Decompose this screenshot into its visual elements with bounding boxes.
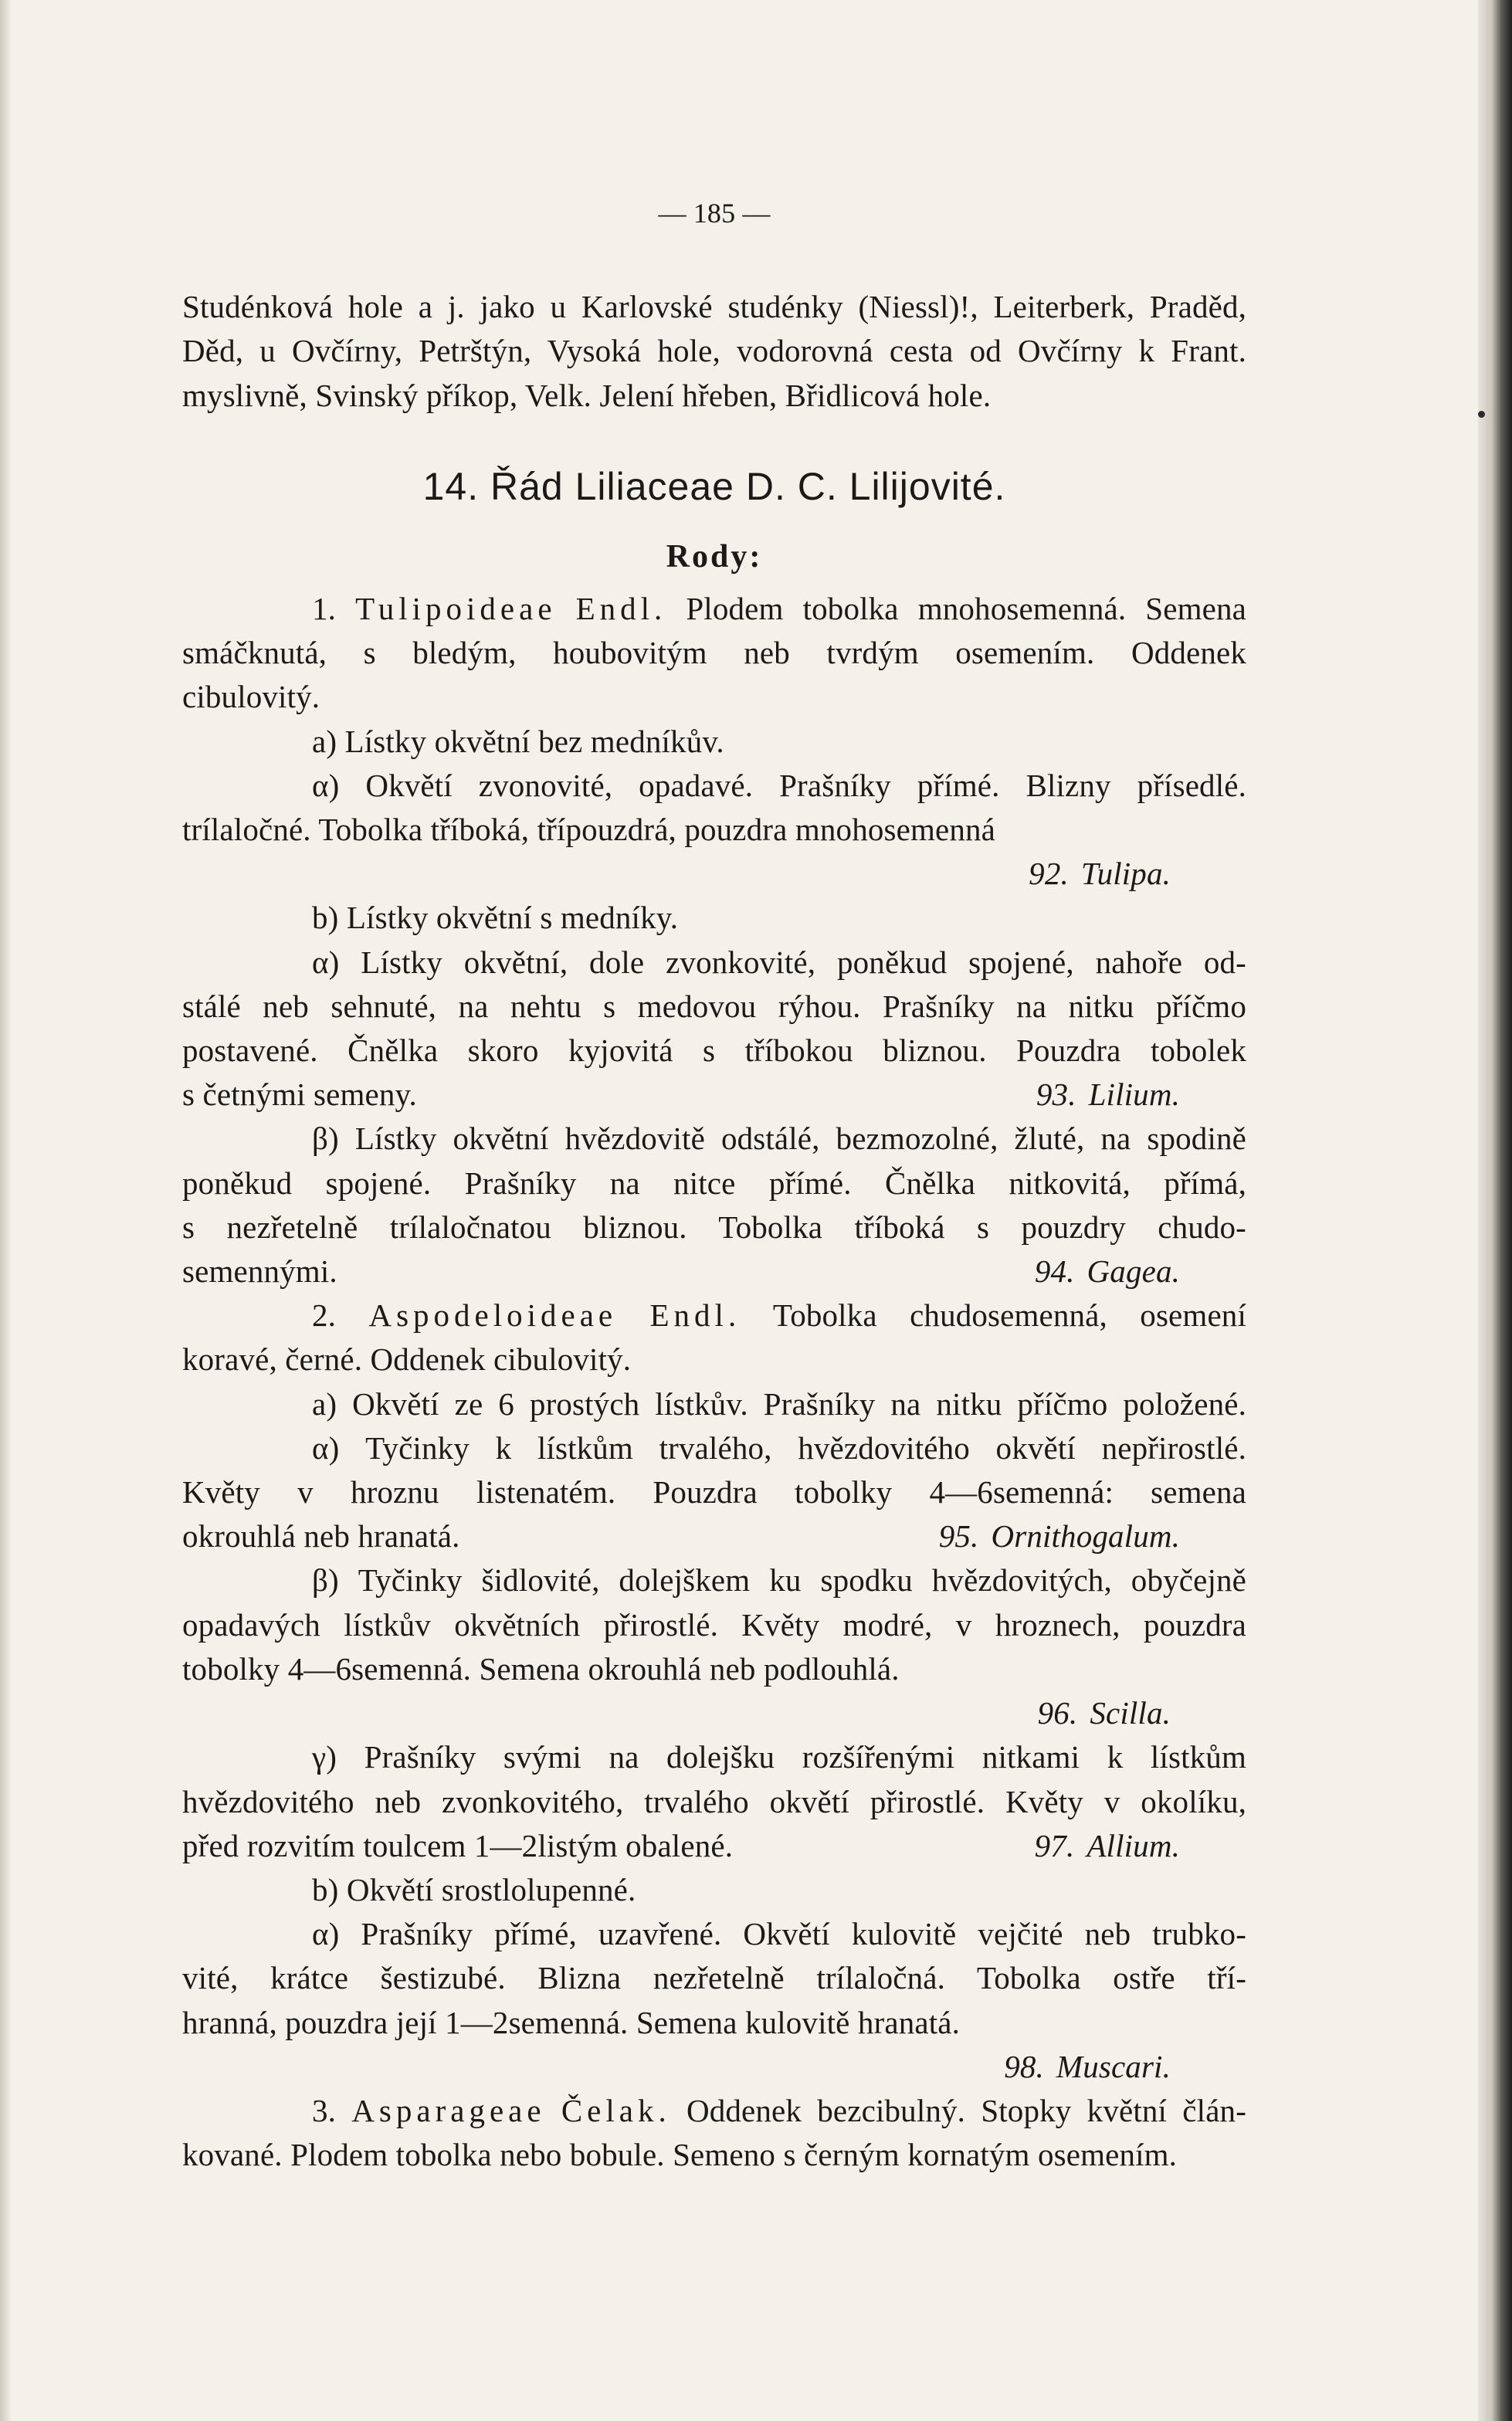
tribe-description: Oddenek bezcibulný. Stopky květní člán- (686, 2092, 1246, 2128)
tribe-name: Aspodeloideae (368, 1297, 618, 1334)
key-2b-alpha-line-3: hranná, pouzdra její 1—2semenná. Semena kulovitě hranatá. (182, 2004, 961, 2040)
genus-name: Gagea. (1087, 1253, 1180, 1290)
genus-name: Ornithogalum. (991, 1518, 1180, 1555)
genus-93-lead: s četnými semeny. (182, 1077, 417, 1113)
key-1b-alpha-line-2: stálé neb sehnuté, na nehtu s medovou rýhou. Prašníky na nitku příčmo (182, 988, 1246, 1024)
tribe-2-heading (182, 1294, 1246, 1338)
genus-name: Scilla. (1090, 1695, 1171, 1731)
key-2a-alpha-line-1: α) Tyčinky k lístkům trvalého, hvězdovitého okvětí nepřirostlé. (312, 1429, 1246, 1466)
genus-92 (182, 852, 1246, 896)
key-2b-alpha-line-1: α) Prašníky přímé, uzavřené. Okvětí kulovitě vejčité neb trubko- (312, 1916, 1246, 1952)
tribe-3-heading (182, 2089, 1246, 2133)
tribe-author: Čelak. (561, 2092, 671, 2128)
genus-name: Lilium. (1088, 1077, 1180, 1113)
key-2a-gamma-line-1: γ) Prašníky svými na dolejšku rozšířenými nitkami k lístkům (312, 1739, 1246, 1775)
key-2a-beta-line-2: opadavých lístkův okvětních přirostlé. Květy modré, v hroznech, pouzdra (182, 1606, 1246, 1643)
tribe-1-line-2: smáčknutá, s bledým, houbovitým neb tvrdým osemením. Oddenek (182, 635, 1246, 671)
page-left-edge (0, 0, 11, 2421)
genus-number: 92. (1029, 856, 1069, 892)
key-1a-alpha-line-1: α) Okvětí zvonovité, opadavé. Prašníky přímé. Blizny přísedlé. (312, 767, 1246, 803)
intro-line-2: Děd, u Ovčírny, Petrštýn, Vysoká hole, vodorovná cesta od Ovčírny k Frant. (182, 333, 1246, 369)
genus-97 (182, 1824, 1246, 1868)
tribe-3-line-2: kované. Plodem tobolka nebo bobule. Semeno s černým kornatým osemením. (182, 2137, 1178, 2173)
intro-line-3: myslivně, Svinský příkop, Velk. Jelení hřeben, Břidlicová hole. (182, 377, 992, 413)
tribe-number: 1. (312, 591, 337, 627)
tribe-name: Tulipoideae (355, 591, 557, 627)
tribe-author: Endl. (649, 1297, 741, 1334)
key-2a-alpha-line-2: Květy v hroznu listenatém. Pouzdra tobolky 4—6semenná: semena (182, 1474, 1246, 1511)
genus-93 (182, 1073, 1246, 1117)
key-2b: b) Okvětí srostlolupenné. (312, 1871, 636, 1907)
key-1b-alpha-line-1: α) Lístky okvětní, dole zvonkovité, poněkud spojené, nahoře od- (312, 944, 1246, 980)
tribe-number: 3. (312, 2092, 337, 2128)
tribe-number: 2. (312, 1297, 337, 1334)
intro-line-1: Studénková hole a j. jako u Karlovské studénky (Niessl)!, Leiterberk, Praděd, (182, 289, 1246, 325)
chapter-title: 14. Řád Liliaceae D. C. Lilijovité. (422, 464, 1006, 508)
key-2a-gamma-line-2: hvězdovitého neb zvonkovitého, trvalého okvětí přirostlé. Květy v okolíku, (182, 1783, 1246, 1819)
key-1b-beta-line-1: β) Lístky okvětní hvězdovitě odstálé, bezmozolné, žluté, na spodině (312, 1121, 1246, 1157)
key-2a: a) Okvětí ze 6 prostých lístkův. Prašníky na nitku příčmo položené. (312, 1385, 1246, 1422)
key-1a-alpha-line-2: trílaločné. Tobolka tříboká, třípouzdrá, pouzdra mnohosemenná (182, 812, 995, 848)
page-number: — 185 — (658, 198, 771, 229)
tribe-name: Asparageae (351, 2092, 546, 2128)
genus-number: 94. (1034, 1253, 1075, 1290)
section-subheading: Rody: (666, 538, 763, 575)
key-1a: a) Lístky okvětní bez medníkův. (312, 723, 724, 759)
genus-95-lead: okrouhlá neb hranatá. (182, 1518, 460, 1555)
genus-number: 93. (1036, 1077, 1076, 1113)
tribe-2-line-2: koravé, černé. Oddenek cibulovitý. (182, 1341, 632, 1378)
margin-dot (1478, 411, 1485, 418)
key-2b-alpha-line-2: vité, krátce šestizubé. Blizna nezřetelně trílaločná. Tobolka ostře tří- (182, 1960, 1246, 1996)
genus-97-lead: před rozvitím toulcem 1—2listým obalené. (182, 1827, 734, 1863)
genus-number: 97. (1034, 1827, 1075, 1863)
text-column (182, 192, 1246, 2177)
key-2a-beta-line-3: tobolky 4—6semenná. Semena okrouhlá neb podlouhlá. (182, 1650, 900, 1687)
tribe-author: Endl. (575, 591, 667, 627)
tribe-description: Plodem tobolka mnohosemenná. Semena (686, 591, 1246, 627)
genus-94 (182, 1249, 1246, 1294)
book-spine-shadow (1478, 0, 1512, 2421)
key-1b: b) Lístky okvětní s medníky. (312, 900, 679, 936)
genus-95 (182, 1514, 1246, 1558)
key-1b-beta-line-2: poněkud spojené. Prašníky na nitce přímé. Čnělka nitkovitá, přímá, (182, 1165, 1246, 1201)
key-2a-beta-line-1: β) Tyčinky šidlovité, dolejškem ku spodku hvězdovitých, obyčejně (312, 1562, 1246, 1599)
tribe-1-heading (182, 587, 1246, 631)
genus-name: Allium. (1087, 1827, 1180, 1863)
genus-94-lead: semennými. (182, 1253, 337, 1290)
tribe-description: Tobolka chudosemenná, osemení (772, 1297, 1246, 1334)
genus-name: Muscari. (1056, 2048, 1171, 2084)
key-1b-alpha-line-3: postavené. Čnělka skoro kyjovitá s tříbokou bliznou. Pouzdra tobolek (182, 1032, 1246, 1069)
genus-name: Tulipa. (1080, 856, 1171, 892)
genus-number: 95. (938, 1518, 979, 1555)
tribe-1-line-3: cibulovitý. (182, 679, 320, 715)
key-1b-beta-line-3: s nezřetelně trílaločnatou bliznou. Tobolka tříboká s pouzdry chudo- (182, 1209, 1246, 1245)
genus-98 (182, 2045, 1246, 2089)
genus-number: 96. (1037, 1695, 1078, 1731)
genus-number: 98. (1004, 2048, 1044, 2084)
genus-96 (182, 1691, 1246, 1735)
